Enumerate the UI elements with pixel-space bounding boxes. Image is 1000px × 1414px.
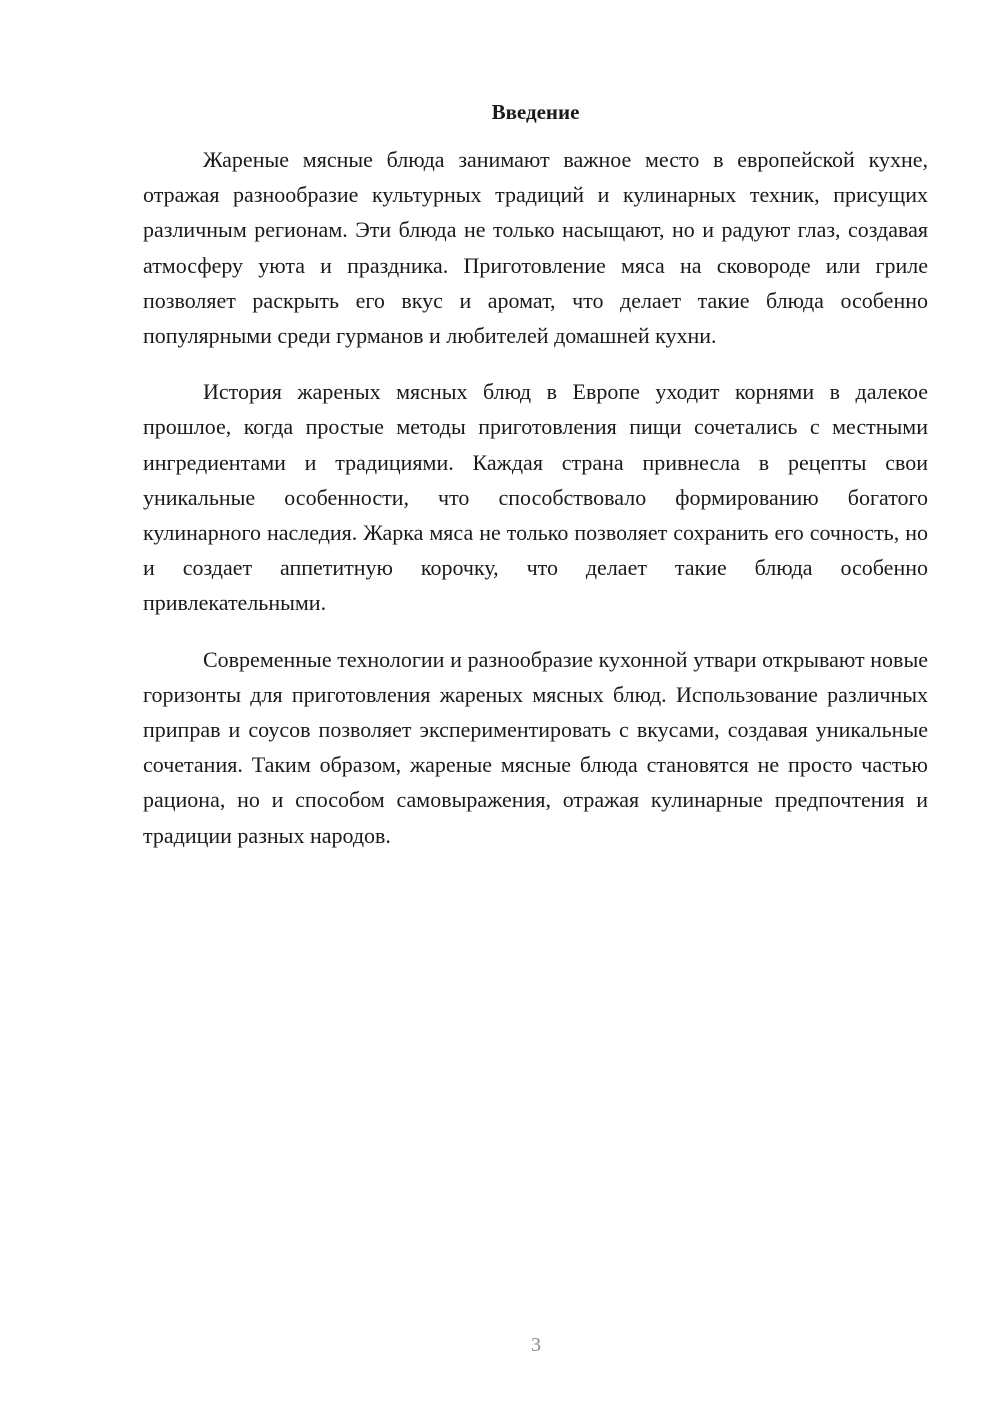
page-number: 3 (531, 1334, 541, 1356)
section-heading: Введение (491, 100, 580, 124)
body-text (143, 142, 928, 874)
paragraph-2: История жареных мясных блюд в Европе уходит корнями в далекое прошлое, когда простые методы приготовления пищи сочетались с местными ингредиентами и традициями. Каждая страна привнесла в рецепты свои уникальные особенности, что способствовало формированию богатого кулинарного наследия. Жарка мяса не только позволяет сохранить его сочность, но и создает аппетитную корочку, что делает такие блюда особенно привлекательными. (143, 379, 928, 616)
paragraph-3: Современные технологии и разнообразие кухонной утвари открывают новые горизонты для приготовления жареных мясных блюд. Использование различных приправ и соусов позволяет экспериментировать с вкусами, создавая уникальные сочетания. Таким образом, жареные мясные блюда становятся не просто частью рациона, но и способом самовыражения, отражая кулинарные предпочтения и традиции разных народов. (143, 646, 928, 848)
paragraph-1: Жареные мясные блюда занимают важное место в европейской кухне, отражая разнообразие культурных традиций и кулинарных техник, присущих различным регионам. Эти блюда не только насыщают, но и радуют глаз, создавая атмосферу уюта и праздника. Приготовление мяса на сковороде или гриле позволяет раскрыть его вкус и аромат, что делает такие блюда особенно популярными среди гурманов и любителей домашней кухни. (143, 147, 928, 349)
